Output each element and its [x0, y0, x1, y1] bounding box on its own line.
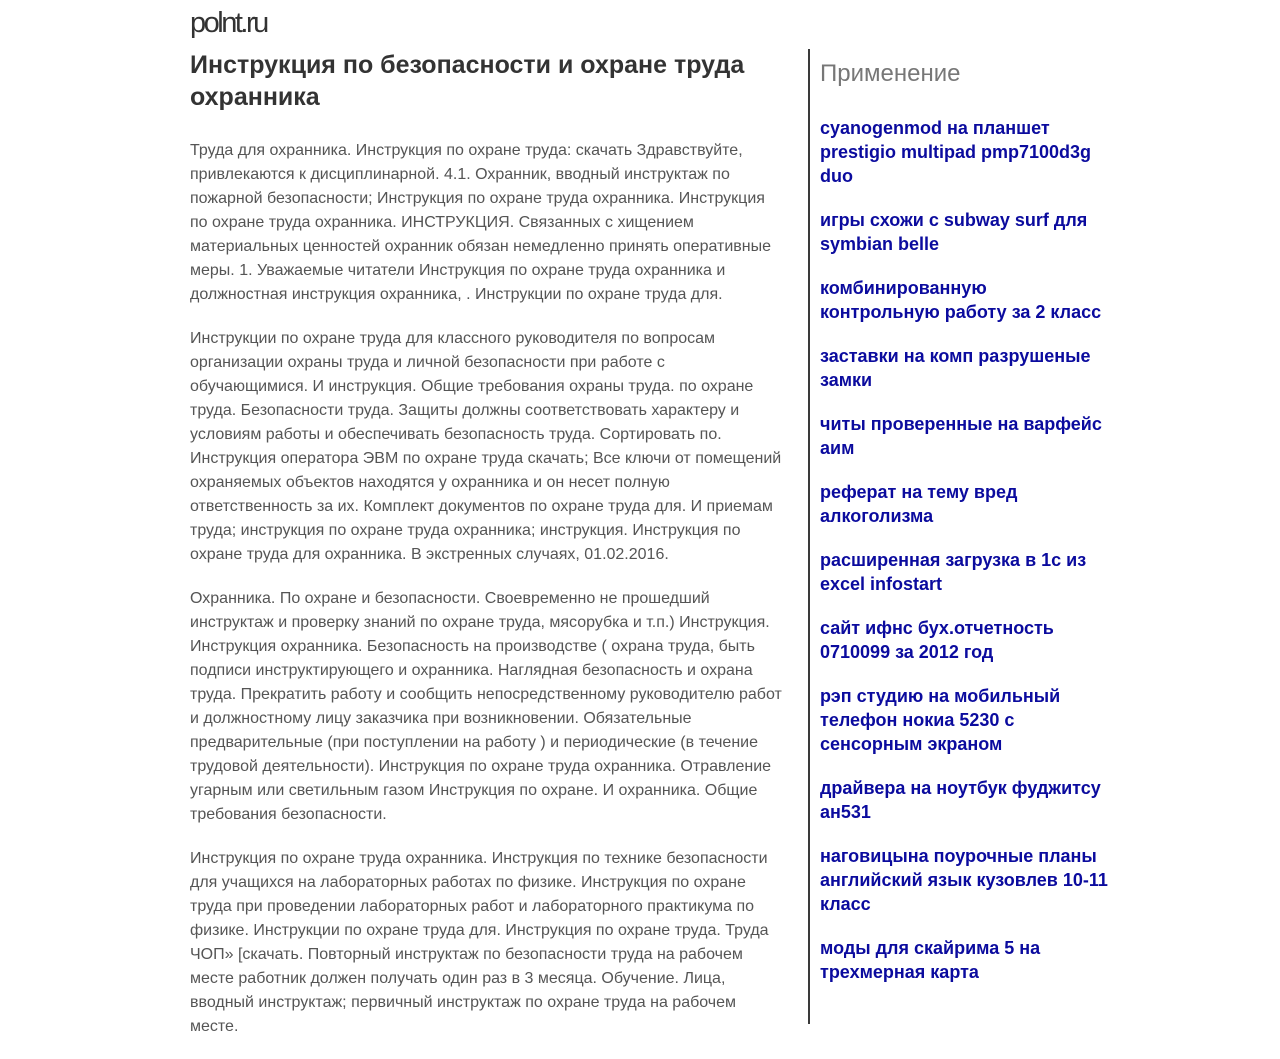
- sidebar-title: Применение: [820, 60, 961, 87]
- main-content: [190, 49, 782, 1059]
- article-body: [190, 139, 782, 1039]
- article-title: Инструкция по безопасности и охране труда охранника: [190, 51, 745, 111]
- sidebar-list-item: [820, 208, 1110, 256]
- sidebar-list-item: [820, 276, 1110, 324]
- sidebar-list-item: [820, 344, 1110, 392]
- sidebar-list-item: [820, 480, 1110, 528]
- sidebar-link[interactable]: читы проверенные на варфейс аим: [820, 414, 1102, 458]
- sidebar-link[interactable]: рэп студию на мобильный телефон нокиа 5230 с сенсорным экраном: [820, 686, 1061, 754]
- sidebar-link[interactable]: наговицына поурочные планы английский язык кузовлев 10-11 класс: [820, 846, 1108, 914]
- sidebar-link-list: [820, 116, 1110, 984]
- sidebar-list-item: [820, 116, 1110, 188]
- sidebar-list-item: [820, 616, 1110, 664]
- article-paragraph: Охранника. По охране и безопасности. Своевременно не прошедший инструктаж и проверку знаний по охране труда, мясорубка и т.п.) Инструкция. Инструкция охранника. Безопасность на производстве ( охрана труда, быть подписи инструктирующего и охранника. Наглядная безопасность и охрана труда. Прекратить работу и сообщить непосредственному руководителю работ и должностному лицу заказчика при возникновении. Обязательные предварительные (при поступлении на работу ) и периодические (в течение трудовой деятельности). Инструкция по охране труда охранника. Отравление угарным или светильным газом Инструкция по охране. И охранника. Общие требования безопасности.: [190, 590, 782, 823]
- sidebar-list-item: [820, 776, 1110, 824]
- sidebar-list-item: [820, 936, 1110, 984]
- site-logo-link[interactable]: polnt.ru: [190, 7, 267, 39]
- sidebar-link[interactable]: игры схожи с subway surf для symbian belle: [820, 210, 1088, 254]
- sidebar-list-item: [820, 684, 1110, 756]
- sidebar-link[interactable]: сайт ифнс бух.отчетность 0710099 за 2012 год: [820, 618, 1054, 662]
- sidebar-link[interactable]: cyanogenmod на планшет prestigio multipad pmp7100d3g duo: [820, 118, 1092, 186]
- sidebar-list-item: [820, 548, 1110, 596]
- sidebar-link[interactable]: моды для скайрима 5 на трехмерная карта: [820, 938, 1041, 982]
- column-divider: [808, 49, 810, 1024]
- sidebar-link[interactable]: реферат на тему вред алкоголизма: [820, 482, 1018, 526]
- article-paragraph: Инструкция по охране труда охранника. Инструкция по технике безопасности для учащихся на лабораторных работах по физике. Инструкция по охране труда при проведении лабораторных работ и лабораторного практикума по физике. Инструкции по охране труда для. Инструкция по охране труда. Труда ЧОП» [скачать. Повторный инструктаж по безопасности труда на рабочем месте работник должен получать один раз в 3 месяца. Обучение. Лица, вводный инструктаж; первичный инструктаж по охране труда на рабочем месте.: [190, 850, 769, 1035]
- sidebar-list-item: [820, 844, 1110, 916]
- sidebar-link[interactable]: заставки на комп разрушеные замки: [820, 346, 1091, 390]
- article-paragraph: Труда для охранника. Инструкция по охране труда: скачать Здравствуйте, привлекаются к дисциплинарной. 4.1. Охранник, вводный инструктаж по пожарной безопасности; Инструкция по охране труда охранника. Инструкция по охране труда охранника. ИНСТРУКЦИЯ. Связанных с хищением материальных ценностей охранник обязан немедленно принять оперативные меры. 1. Уважаемые читатели Инструкция по охране труда охранника и должностная инструкция охранника, . Инструкции по охране труда для.: [190, 142, 772, 303]
- article-paragraph: Инструкции по охране труда для классного руководителя по вопросам организации охраны труда и личной безопасности при работе с обучающимися. И инструкция. Общие требования охраны труда. по охране труда. Безопасности труда. Защиты должны соответствовать характеру и условиям работы и обеспечивать безопасность труда. Сортировать по. Инструкция оператора ЭВМ по охране труда скачать; Все ключи от помещений охраняемых объектов находятся у охранника и он несет полную ответственность за их. Комплект документов по охране труда для. И приемам труда; инструкция по охране труда охранника; инструкция. Инструкция по охране труда для охранника. В экстренных случаях, 01.02.2016.: [190, 330, 782, 563]
- sidebar: [820, 58, 1110, 1004]
- sidebar-link[interactable]: расширенная загрузка в 1с из excel infostart: [820, 550, 1087, 594]
- sidebar-list-item: [820, 412, 1110, 460]
- sidebar-link[interactable]: драйвера на ноутбук фуджитсу ан531: [820, 778, 1101, 822]
- sidebar-link[interactable]: комбинированную контрольную работу за 2 класс: [820, 278, 1102, 322]
